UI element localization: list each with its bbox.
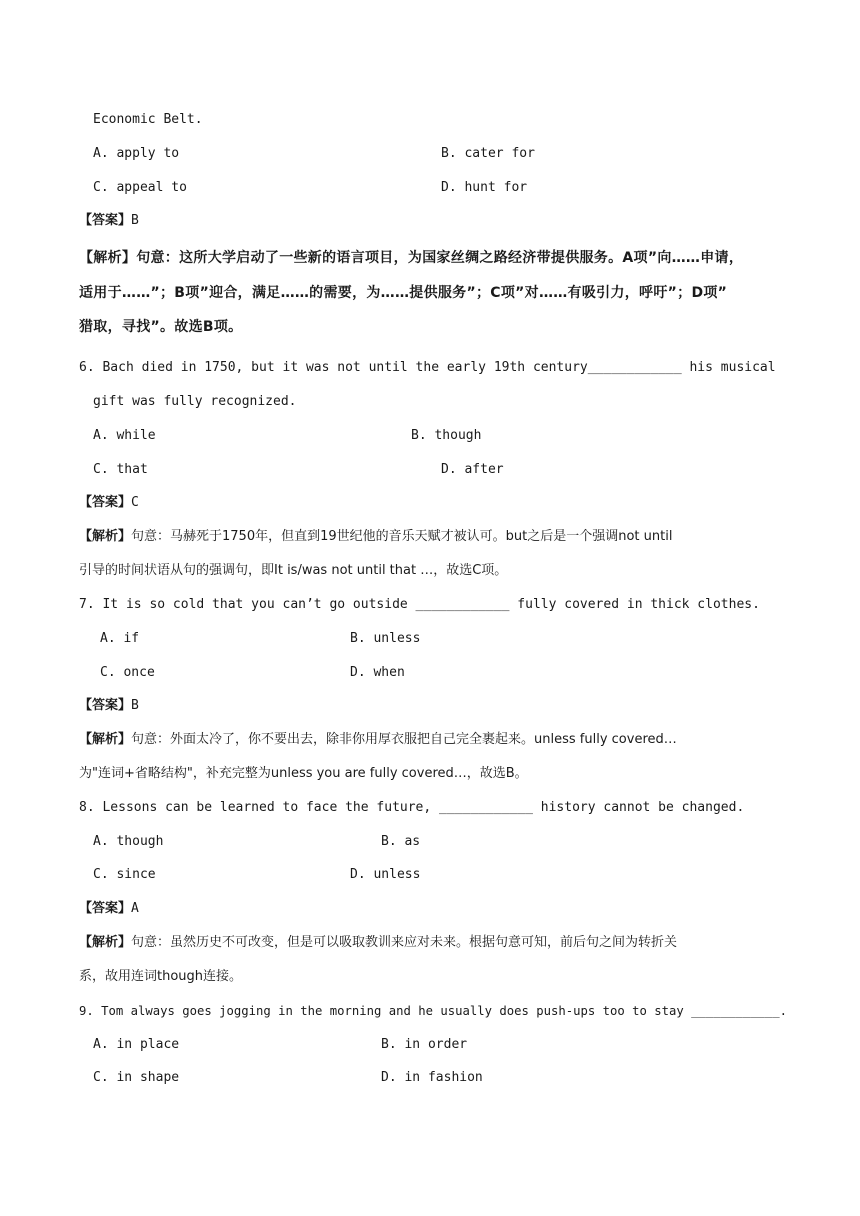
q5-option-b: B. cater for	[441, 146, 535, 161]
q9-option-a: A. in place	[93, 1037, 180, 1052]
q5-option-a: A. apply to	[93, 146, 180, 161]
answer-value: B	[131, 213, 139, 228]
q6-stem-line-2: gift was fully recognized.	[93, 394, 297, 409]
q8-analysis-line-2: 系，故用连词though连接。	[79, 969, 243, 984]
analysis-label: 【解析】	[79, 935, 132, 950]
q9-stem-line-1: 9. Tom always goes jogging in the morning and he usually does push-ups too to stay ____________.	[79, 1004, 788, 1018]
q8-analysis-line-1	[79, 934, 677, 952]
answer-label: 【答案】	[79, 901, 132, 916]
q7-option-a: A. if	[100, 631, 140, 646]
q6-option-b: B. though	[411, 428, 482, 443]
q5-option-c: C. appeal to	[93, 180, 187, 195]
q9-option-b: B. in order	[381, 1037, 468, 1052]
q8-answer	[79, 900, 139, 918]
q6-stem-line-1: 6. Bach died in 1750, but it was not until the early 19th century____________ his musical	[79, 360, 776, 375]
q6-option-c: C. that	[93, 462, 148, 477]
analysis-text: 句意：外面太冷了，你不要出去，除非你用厚衣服把自己完全裹起来。unless fully covered…	[131, 732, 677, 747]
q7-option-c: C. once	[100, 665, 155, 680]
answer-label: 【答案】	[79, 213, 132, 228]
analysis-label: 【解析】	[79, 732, 132, 747]
analysis-text: 句意：马赫死于1750年，但直到19世纪他的音乐天赋才被认可。but之后是一个强调not until	[131, 529, 673, 544]
q5-analysis-line-3: 猎取，寻找”。故选B项。	[79, 319, 243, 335]
analysis-text: 句意：虽然历史不可改变，但是可以吸取教训来应对未来。根据句意可知，前后句之间为转折关	[131, 935, 678, 950]
q7-stem-line-1: 7. It is so cold that you can’t go outside ____________ fully covered in thick clothes.	[79, 597, 760, 612]
q8-option-a: A. though	[93, 834, 164, 849]
analysis-label: 【解析】	[79, 529, 132, 544]
q5-analysis-line-2: 适用于……”；B项”迎合，满足……的需要，为……提供服务”；C项”对……有吸引力，呼吁”；D项”	[79, 285, 728, 301]
q9-option-c: C. in shape	[93, 1070, 180, 1085]
q6-option-d: D. after	[441, 462, 504, 477]
q6-analysis-line-1	[79, 528, 672, 546]
answer-label: 【答案】	[79, 698, 132, 713]
q6-analysis-line-2: 引导的时间状语从句的强调句，即It is/was not until that …，故选C项。	[79, 563, 508, 578]
q7-answer	[79, 697, 139, 715]
q6-option-a: A. while	[93, 428, 156, 443]
q6-answer	[79, 494, 139, 512]
q5-analysis-line-1: 【解析】句意：这所大学启动了一些新的语言项目，为国家丝绸之路经济带提供服务。A项”向……申请，	[79, 250, 744, 266]
q7-analysis-line-2: 为"连词+省略结构"，补充完整为unless you are fully covered…，故选B。	[79, 766, 528, 781]
q7-analysis-line-1	[79, 731, 677, 749]
q5-stem-continuation: Economic Belt.	[93, 112, 203, 127]
q8-option-b: B. as	[381, 834, 421, 849]
q9-option-d: D. in fashion	[381, 1070, 483, 1085]
q8-stem-line-1: 8. Lessons can be learned to face the future, ____________ history cannot be changed.	[79, 800, 745, 815]
answer-value: A	[131, 901, 139, 916]
q8-option-d: D. unless	[350, 867, 421, 882]
answer-value: B	[131, 698, 139, 713]
q5-answer	[79, 212, 139, 230]
q5-option-d: D. hunt for	[441, 180, 528, 195]
q8-option-c: C. since	[93, 867, 156, 882]
answer-label: 【答案】	[79, 495, 132, 510]
q7-option-d: D. when	[350, 665, 405, 680]
q7-option-b: B. unless	[350, 631, 421, 646]
answer-value: C	[131, 495, 139, 510]
